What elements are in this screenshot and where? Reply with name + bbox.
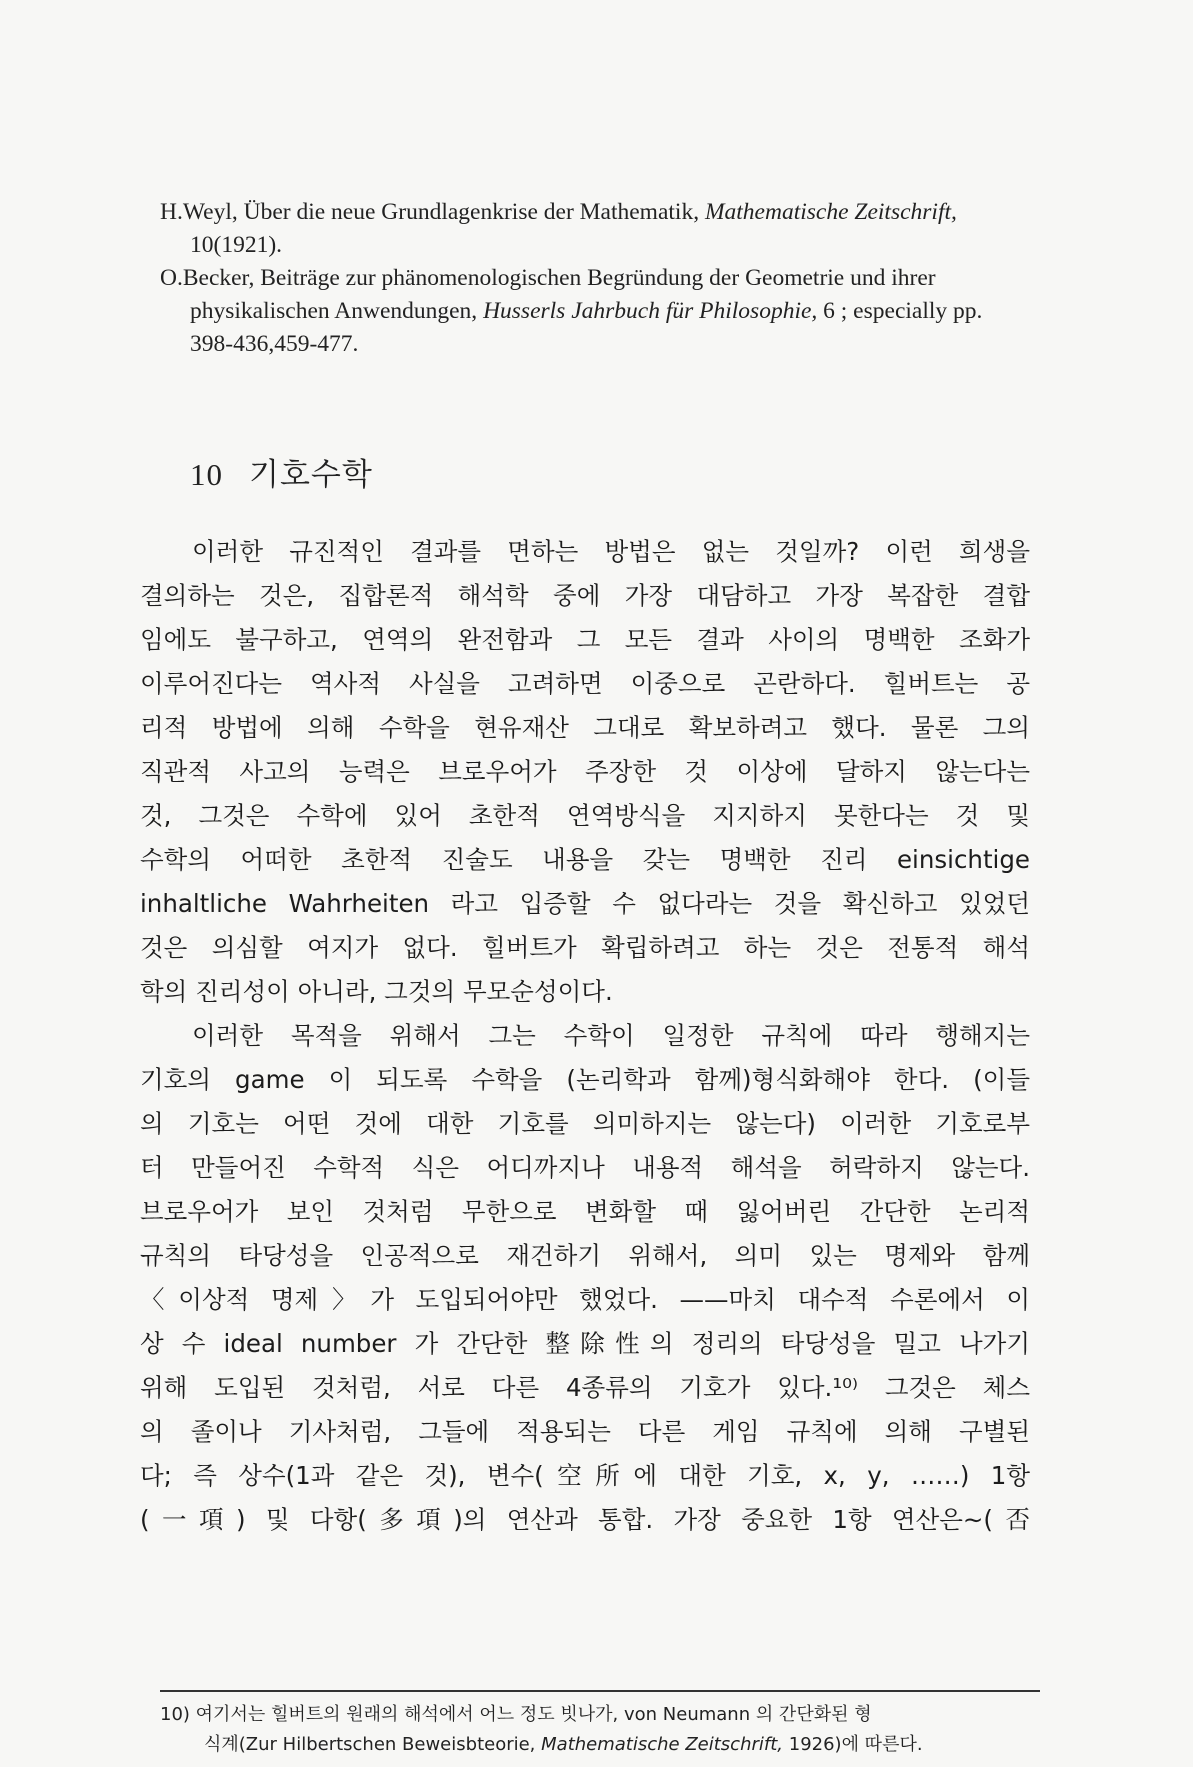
section-title: 기호수학 <box>249 457 373 493</box>
footnote-divider <box>160 1690 1040 1692</box>
footnote-text: 1926)에 따른다. <box>783 1734 923 1755</box>
footnote-marker: 10) <box>160 1704 190 1725</box>
body-text <box>140 530 1030 1542</box>
reference-journal: Mathematische Zeitschrift, <box>704 199 957 225</box>
text-line: 상 수 ideal number 가 간단한 整除性의 정리의 타당성을 밀고 나가기 <box>140 1329 1030 1358</box>
text-line: 이루어진다는 역사적 사실을 고려하면 이중으로 곤란하다. 힐버트는 공 <box>140 669 1030 698</box>
text-line: 직관적 사고의 능력은 브로우어가 주장한 것 이상에 달하지 않는다는 <box>140 757 1030 786</box>
text-line: 터 만들어진 수학적 식은 어디까지나 내용적 해석을 허락하지 않는다. <box>140 1153 1030 1182</box>
reference-text: ; especially pp. <box>840 298 983 324</box>
section-heading <box>190 455 373 495</box>
reference-journal: Husserls Jahrbuch für Philosophie, <box>483 298 818 324</box>
reference-text: physikalischen Anwendungen, <box>190 298 484 324</box>
footnote <box>160 1700 1040 1760</box>
text-line: 수학의 어떠한 초한적 진술도 내용을 갖는 명백한 진리 einsichtige <box>140 845 1030 874</box>
text-line: 리적 방법에 의해 수학을 현유재산 그대로 확보하려고 했다. 물론 그의 <box>140 713 1030 742</box>
text-line: 다; 즉 상수(1과 같은 것), 변수(空所에 대한 기호, x, y, ……) 1항 <box>140 1461 1030 1490</box>
reference-text: H.Weyl, Über die neue Grundlagenkrise der Mathematik, <box>160 199 705 225</box>
text-line: 〈이상적 명제〉가 도입되어야만 했었다. ——마치 대수적 수론에서 이 <box>140 1285 1030 1314</box>
reference-text: 10(1921). <box>190 232 283 258</box>
text-line: 것, 그것은 수학에 있어 초한적 연역방식을 지지하지 못한다는 것 및 <box>140 801 1030 830</box>
text-line: 기호의 game 이 되도록 수학을 (논리학과 함께)형식화해야 한다. (이들 <box>140 1065 1030 1094</box>
footnote-journal: Mathematische Zeitschrift, <box>541 1734 784 1755</box>
text-line: 임에도 불구하고, 연역의 완전함과 그 모든 결과 사이의 명백한 조화가 <box>140 625 1030 654</box>
reference-item <box>160 262 1040 361</box>
text-line: (一項) 및 다항(多項)의 연산과 통합. 가장 중요한 1항 연산은∼(否 <box>140 1505 1030 1534</box>
reference-text: O.Becker, Beiträge zur phänomenologischen Begründung der Geometrie und ihrer <box>160 265 936 291</box>
text-line: 학의 진리성이 아니라, 그것의 무모순성이다. <box>140 977 613 1006</box>
text-line: 결의하는 것은, 집합론적 해석학 중에 가장 대담하고 가장 복잡한 결합 <box>140 581 1030 610</box>
text-line: 이러한 규진적인 결과를 면하는 방법은 없는 것일까? 이런 희생을 <box>192 537 1030 566</box>
text-line: 이러한 목적을 위해서 그는 수학이 일정한 규칙에 따라 행해지는 <box>192 1021 1030 1050</box>
text-line: 의 졸이나 기사처럼, 그들에 적용되는 다른 게임 규칙에 의해 구별된 <box>140 1417 1030 1446</box>
reference-item <box>160 196 1040 262</box>
text-line: 위해 도입된 것처럼, 서로 다른 4종류의 기호가 있다.¹⁰⁾ 그것은 체스 <box>140 1373 1030 1402</box>
text-line: inhaltliche Wahrheiten 라고 입증할 수 없다라는 것을 확신하고 있었던 <box>140 889 1030 918</box>
reference-volume: 6 <box>823 298 835 324</box>
text-line: 것은 의심할 여지가 없다. 힐버트가 확립하려고 하는 것은 전통적 해석 <box>140 933 1030 962</box>
paragraph <box>140 1014 1030 1542</box>
paragraph <box>140 530 1030 1014</box>
text-line: 의 기호는 어떤 것에 대한 기호를 의미하지는 않는다) 이러한 기호로부 <box>140 1109 1030 1138</box>
reference-text: 398-436,459-477. <box>190 331 359 357</box>
footnote-text: 여기서는 힐버트의 원래의 해석에서 어느 정도 빗나가, von Neumann 의 간단화된 형 <box>195 1704 872 1725</box>
text-line: 규칙의 타당성을 인공적으로 재건하기 위해서, 의미 있는 명제와 함께 <box>140 1241 1030 1270</box>
text-line: 브로우어가 보인 것처럼 무한으로 변화할 때 잃어버린 간단한 논리적 <box>140 1197 1030 1226</box>
reference-list <box>160 196 1040 361</box>
section-number: 10 <box>190 457 223 492</box>
footnote-text: 식계(Zur Hilbertschen Beweisbteorie, <box>204 1734 542 1755</box>
